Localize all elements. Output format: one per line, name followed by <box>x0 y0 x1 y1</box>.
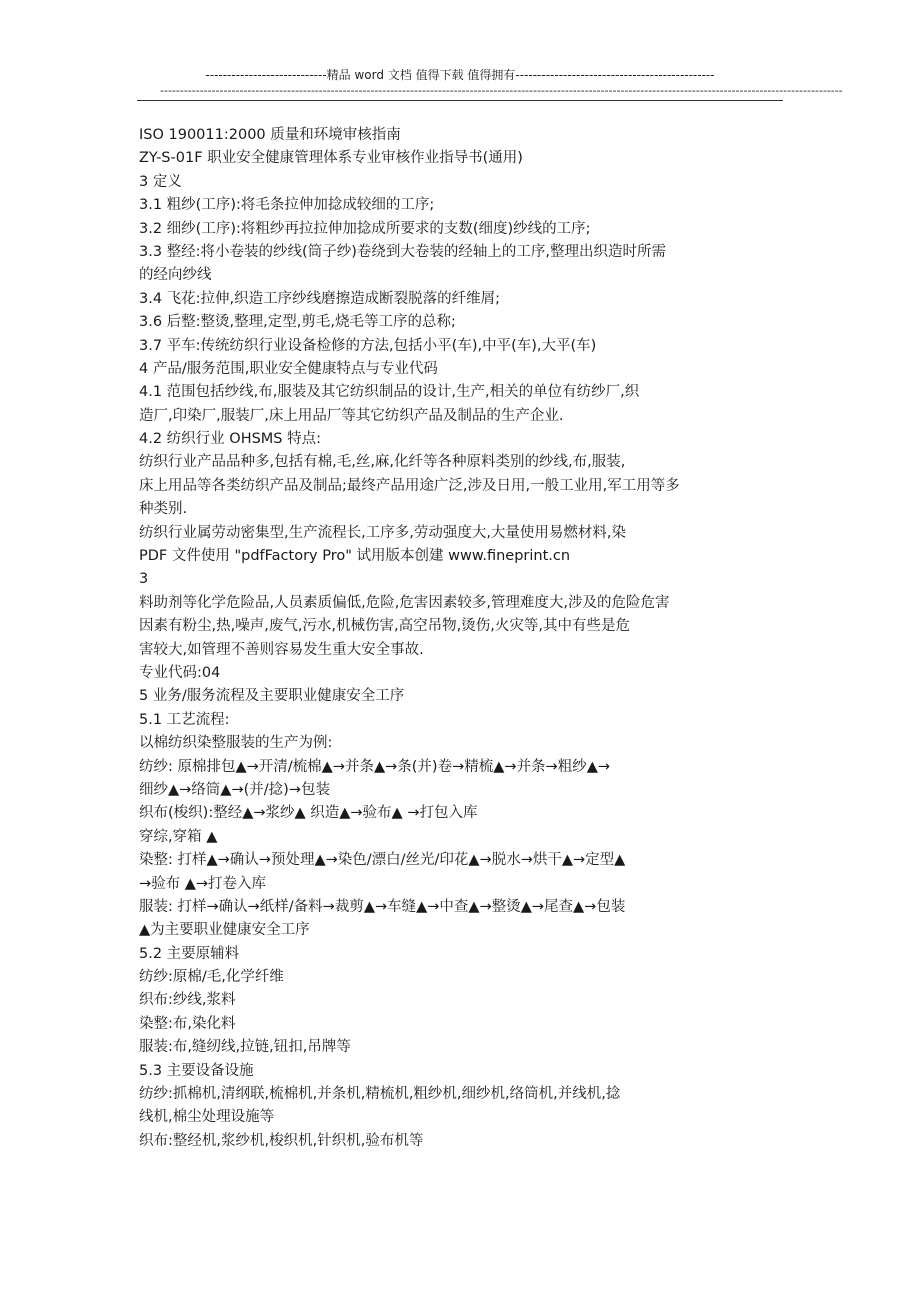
doc-line: 3.6 后整:整烫,整理,定型,剪毛,烧毛等工序的总称; <box>139 314 456 331</box>
doc-line: 穿综,穿箱 ▲ <box>139 828 218 845</box>
doc-line: 纺纱:原棉/毛,化学纤维 <box>139 969 284 986</box>
header-rule <box>137 100 783 101</box>
doc-line: 4.2 纺织行业 OHSMS 特点: <box>139 431 322 448</box>
doc-line: 以棉纺织染整服装的生产为例: <box>139 735 333 752</box>
doc-line: 5.3 主要设备设施 <box>139 1062 254 1079</box>
doc-line: 3.1 粗纱(工序):将毛条拉伸加捻成较细的工序; <box>139 197 435 214</box>
doc-line: 料助剂等化学危险品,人员素质偏低,危险,危害因素较多,管理难度大,涉及的危险危害 <box>139 594 670 611</box>
doc-line: 5.1 工艺流程: <box>139 711 230 728</box>
doc-line: 3 定义 <box>139 173 182 190</box>
doc-line: 染整: 打样▲→确认→预处理▲→染色/漂白/丝光/印花▲→脱水→烘干▲→定型▲ <box>139 852 626 869</box>
doc-line: 床上用品等各类纺织产品及制品;最终产品用途广泛,涉及日用,一般工业用,军工用等多 <box>139 477 680 494</box>
doc-line: 织布:纱线,浆料 <box>139 992 236 1009</box>
pdf-footer-line: PDF 文件使用 "pdfFactory Pro" 试用版本创建 www.fineprint.cn <box>139 548 571 565</box>
doc-line: ISO 190011:2000 质量和环境审核指南 <box>139 127 401 143</box>
doc-line: 纺织行业产品品种多,包括有棉,毛,丝,麻,化纤等各种原料类别的纱线,布,服装, <box>139 454 626 471</box>
doc-line: 害较大,如管理不善则容易发生重大安全事故. <box>139 641 424 658</box>
page-header-dashes: ---------------------------------------------------------------------------------------------------------------------------------------------------------------------------- <box>160 84 843 97</box>
doc-line: →验布 ▲→打卷入库 <box>139 875 267 892</box>
doc-line: 纺纱:抓棉机,清纲联,梳棉机,并条机,精梳机,粗纱机,细纱机,络筒机,并线机,捻 <box>139 1086 621 1103</box>
doc-line: 染整:布,染化料 <box>139 1015 236 1032</box>
doc-line: 3.4 飞花:拉伸,织造工序纱线磨擦造成断裂脱落的纤维屑; <box>139 290 501 307</box>
page-header-banner: ----------------------------精品 word 文档 值得下载 值得拥有---------------------------------------------- <box>205 68 715 82</box>
page-number: 3 <box>139 571 149 588</box>
document-body <box>139 124 759 1153</box>
doc-line: 专业代码:04 <box>139 664 221 681</box>
doc-line: 的经向纱线 <box>139 267 212 284</box>
doc-line: 因素有粉尘,热,噪声,废气,污水,机械伤害,高空吊物,烫伤,火灾等,其中有些是危 <box>139 618 630 635</box>
doc-line: 3.7 平车:传统纺织行业设备检修的方法,包括小平(车),中平(车),大平(车) <box>139 337 597 354</box>
doc-line: 服装: 打样→确认→纸样/备料→裁剪▲→车缝▲→中查▲→整烫▲→尾查▲→包装 <box>139 898 626 915</box>
doc-line: 4.1 范围包括纱线,布,服装及其它纺织制品的设计,生产,相关的单位有纺纱厂,织 <box>139 384 640 401</box>
doc-line: 线机,棉尘处理设施等 <box>139 1109 275 1126</box>
doc-line: 4 产品/服务范围,职业安全健康特点与专业代码 <box>139 360 438 377</box>
doc-line: 细纱▲→络筒▲→(并/捻)→包装 <box>139 781 330 798</box>
doc-line: 3.2 细纱(工序):将粗纱再拉拉伸加捻成所要求的支数(细度)纱线的工序; <box>139 220 591 237</box>
doc-line: 纺织行业属劳动密集型,生产流程长,工序多,劳动强度大,大量使用易燃材料,染 <box>139 524 627 541</box>
doc-line: 服装:布,缝纫线,拉链,钮扣,吊牌等 <box>139 1039 351 1056</box>
doc-line: 5.2 主要原辅料 <box>139 945 240 962</box>
doc-line: 造厂,印染厂,服装厂,床上用品厂等其它纺织产品及制品的生产企业. <box>139 407 564 424</box>
doc-line: 纺纱: 原棉排包▲→开清/梳棉▲→并条▲→条(并)卷→精梳▲→并条→粗纱▲→ <box>139 758 610 775</box>
doc-line: 5 业务/服务流程及主要职业健康安全工序 <box>139 688 405 705</box>
doc-line: 种类别. <box>139 501 188 518</box>
doc-line: 织布:整经机,浆纱机,梭织机,针织机,验布机等 <box>139 1132 424 1149</box>
doc-line: ZY-S-01F 职业安全健康管理体系专业审核作业指导书(通用) <box>139 150 523 167</box>
doc-line: ▲为主要职业健康安全工序 <box>139 922 310 939</box>
doc-line: 3.3 整经:将小卷装的纱线(筒子纱)卷绕到大卷装的经轴上的工序,整理出织造时所需 <box>139 243 666 260</box>
doc-line: 织布(梭织):整经▲→浆纱▲ 织造▲→验布▲ →打包入库 <box>139 805 478 822</box>
